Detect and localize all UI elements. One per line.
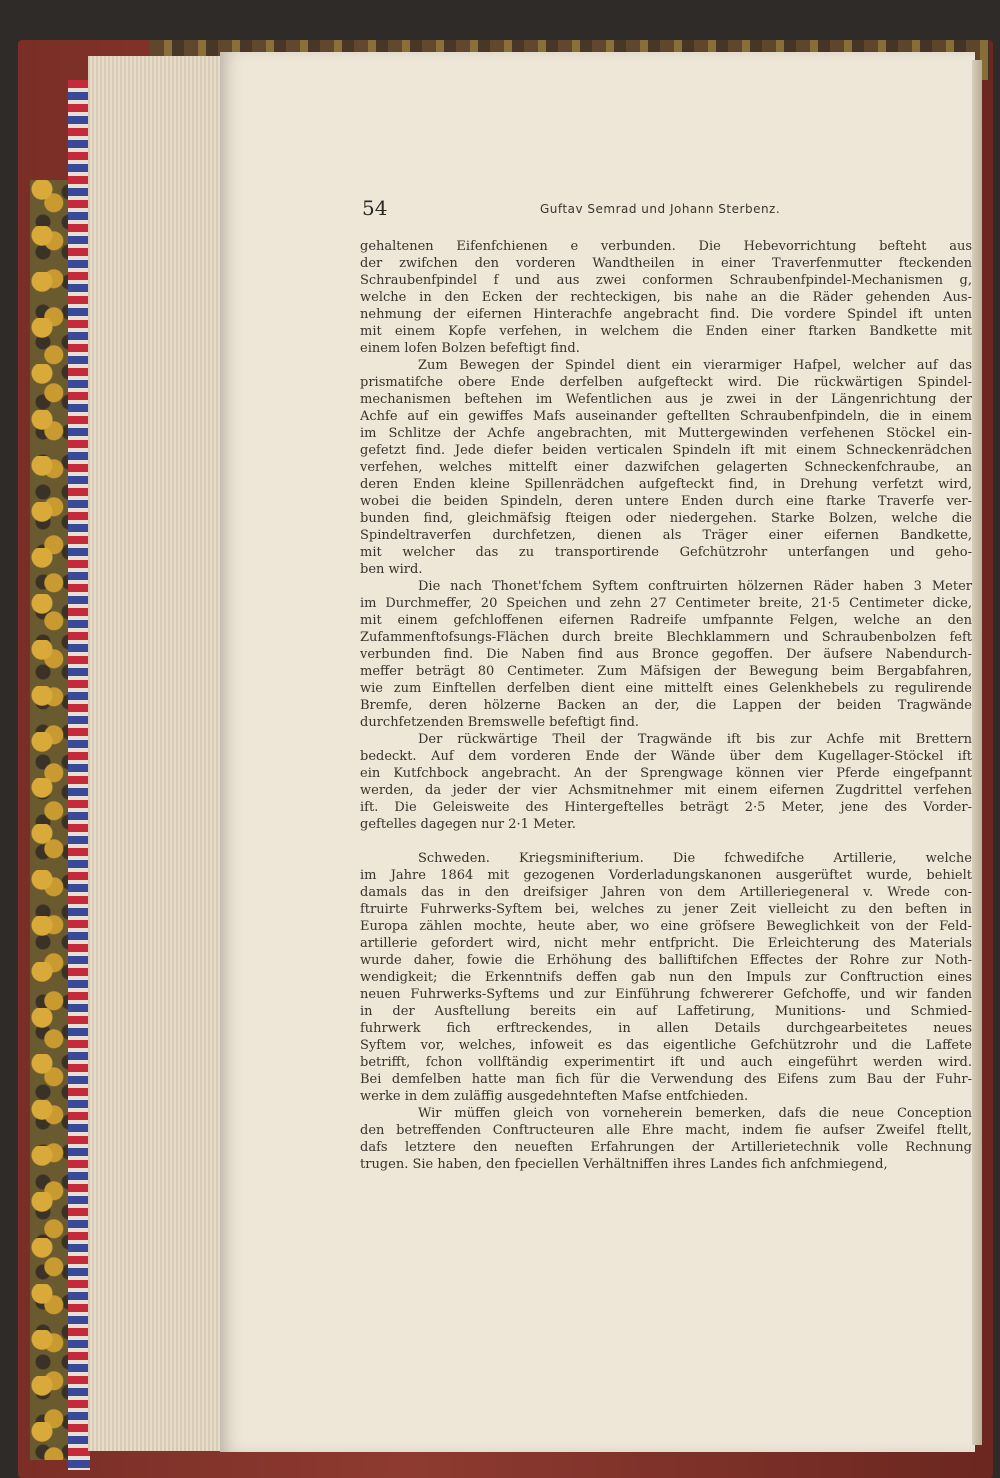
text-line: ftruirte Fuhrwerks-Syftem bei, welches zu jener Zeit vielleicht zu den beften in	[360, 902, 972, 917]
paragraph	[360, 850, 972, 1105]
text-line: den betreffenden Conftructeuren alle Ehre macht, indem fie aufser Zweifel ftellt,	[360, 1123, 972, 1138]
text-line: bunden find, gleichmäfsig fteigen oder niedergehen. Starke Bolzen, welche die	[360, 511, 972, 526]
text-line: nehmung der eifernen Hinterachfe angebracht find. Die vordere Spindel ift unten	[360, 307, 972, 322]
paragraph	[360, 238, 972, 357]
paragraph	[360, 357, 972, 578]
text-line: mit welcher das zu transportirende Gefchützrohr unterfangen und geho-	[360, 545, 972, 560]
text-line: prismatifche obere Ende derfelben aufgefteckt wird. Die rückwärtigen Spindel-	[360, 375, 972, 390]
text-line: damals das in den dreifsiger Jahren von dem Artilleriegeneral v. Wrede con-	[360, 885, 972, 900]
body-text	[360, 238, 972, 1278]
text-line: gefetzt find. Jede diefer beiden verticalen Spindeln ift mit einem Schneckenrädchen	[360, 443, 972, 458]
text-line: Zum Bewegen der Spindel dient ein vierarmiger Hafpel, welcher auf das	[418, 358, 972, 373]
text-line: in der Ausftellung bereits ein auf Laffetirung, Munitions- und Schmied-	[360, 1004, 972, 1019]
text-line: ift. Die Geleisweite des Hintergeftelles beträgt 2·5 Meter, jene des Vorder-	[360, 800, 972, 815]
text-line: Syftem vor, welches, infoweit es das eigentliche Gefchützrohr und die Laffete	[360, 1038, 972, 1053]
page-right-edge	[972, 60, 982, 1445]
text-line: welche in den Ecken der rechteckigen, bis nahe an die Räder gehenden Aus-	[360, 290, 972, 305]
paragraph-gap	[360, 833, 972, 850]
text-line: bedeckt. Auf dem vorderen Ende der Wände über dem Kugellager-Stöckel ift	[360, 749, 972, 764]
text-line: mit einem gefchloffenen eifernen Radreife umfpannte Felgen, welche an den	[360, 613, 972, 628]
text-line: wendigkeit; die Erkenntnifs deffen gab nun den Impuls zur Conftruction eines	[360, 970, 972, 985]
text-line: fuhrwerk fich erftreckendes, in allen Details durchgearbeitetes neues	[360, 1021, 972, 1036]
text-line: Bremfe, deren hölzerne Backen an der, die Lappen der beiden Tragwände	[360, 698, 972, 713]
text-line: werke in dem zuläffig ausgedehnteften Mafse entfchieden.	[360, 1089, 749, 1104]
text-line: einem lofen Bolzen befeftigt find.	[360, 341, 580, 356]
paragraph	[360, 578, 972, 731]
text-line: meffer beträgt 80 Centimeter. Zum Mäfsigen der Bewegung beim Bergabfahren,	[360, 664, 972, 679]
text-line: wobei die beiden Spindeln, deren untere Enden durch eine ftarke Traverfe ver-	[360, 494, 972, 509]
text-line: artillerie gefordert wird, nicht mehr entfpricht. Die Erleichterung des Materials	[360, 936, 972, 951]
text-line: deren Enden kleine Spillenrädchen aufgefteckt find, in Drehung verfetzt wird,	[360, 477, 972, 492]
text-line: im Schlitze der Achfe angebrachten, mit Muttergewinden verfehenen Stöckel ein-	[360, 426, 972, 441]
paragraph	[360, 1105, 972, 1173]
text-line: geftelles dagegen nur 2·1 Meter.	[360, 817, 576, 832]
text-line: im Jahre 1864 mit gezogenen Vorderladungskanonen ausgerüftet wurde, behielt	[360, 868, 972, 883]
text-line: Die nach Thonet'fchem Syftem conftruirten hölzernen Räder haben 3 Meter	[418, 579, 972, 594]
text-line: Der rückwärtige Theil der Tragwände ift bis zur Achfe mit Brettern	[418, 732, 972, 747]
text-line: wie zum Einftellen derfelben dient eine mittelft eines Gelenkhebels zu regulirende	[360, 681, 972, 696]
text-line: der zwifchen den vorderen Wandtheilen in einer Traverfenmutter fteckenden	[360, 256, 972, 271]
text-line: Schraubenfpindel f und aus zwei conformen Schraubenfpindel-Mechanismen g,	[360, 273, 972, 288]
running-head: Guftav Semrad und Johann Sterbenz.	[540, 202, 781, 216]
text-line: Achfe auf ein gewiffes Mafs auseinander geftellten Schraubenfpindeln, die in einem	[360, 409, 972, 424]
page-number: 54	[362, 196, 388, 220]
text-line: dafs letztere den neueften Erfahrungen der Artillerietechnik volle Rechnung	[360, 1140, 972, 1155]
text-line: werden, da jeder der vier Achsmitnehmer mit einem eifernen Zugdrittel verfehen	[360, 783, 972, 798]
text-line: Schweden. Kriegsminifterium. Die fchwedifche Artillerie, welche	[418, 851, 972, 866]
text-line: ein Kutfchbock angebracht. An der Sprengwage können vier Pferde eingefpannt	[360, 766, 972, 781]
paragraph	[360, 731, 972, 833]
page-header	[362, 196, 962, 226]
text-line: wurde daher, fowie die Erhöhung des balliftifchen Effectes der Rohre zur Noth-	[360, 953, 972, 968]
text-line: Bei demfelben hatte man fich für die Verwendung des Eifens zum Bau der Fuhr-	[360, 1072, 972, 1087]
page-edges	[88, 56, 224, 1451]
text-line: Europa zählen mochte, heute aber, wo eine gröfsere Beweglichkeit von der Feld-	[360, 919, 972, 934]
text-line: ben wird.	[360, 562, 423, 577]
text-line: betrifft, fchon vollftändig experimentirt ift und auch eingeführt werden wird.	[360, 1055, 972, 1070]
text-line: trugen. Sie haben, den fpeciellen Verhältniffen ihres Landes fich anfchmiegend,	[360, 1157, 888, 1172]
text-line: im Durchmeffer, 20 Speichen und zehn 27 Centimeter breite, 21·5 Centimeter dicke,	[360, 596, 972, 611]
text-line: verfehen, welches mittelft einer dazwifchen gelagerten Schneckenfchraube, an	[360, 460, 972, 475]
text-line: neuen Fuhrwerks-Syftems und zur Einführung fchwererer Gefchoffe, und wir fanden	[360, 987, 972, 1002]
text-line: mechanismen beftehen im Wefentlichen aus je zwei in der Längenrichtung der	[360, 392, 972, 407]
marbled-edge-strip	[68, 80, 90, 1470]
text-line: Wir müffen gleich von vorneherein bemerken, dafs die neue Conception	[418, 1106, 972, 1121]
text-line: mit einem Kopfe verfehen, in welchem die Enden einer ftarken Bandkette mit	[360, 324, 972, 339]
text-line: gehaltenen Eifenfchienen e verbunden. Die Hebevorrichtung befteht aus	[360, 239, 972, 254]
text-line: Spindeltraverfen durchfetzen, dienen als Träger einer eifernen Bandkette,	[360, 528, 972, 543]
text-line: verbunden find. Die Naben find aus Bronce gegoffen. Der äufsere Nabendurch-	[360, 647, 972, 662]
text-line: Zufammenftofsungs-Flächen durch breite Blechklammern und Schraubenbolzen feft	[360, 630, 972, 645]
text-line: durchfetzenden Bremswelle befeftigt find.	[360, 715, 640, 730]
